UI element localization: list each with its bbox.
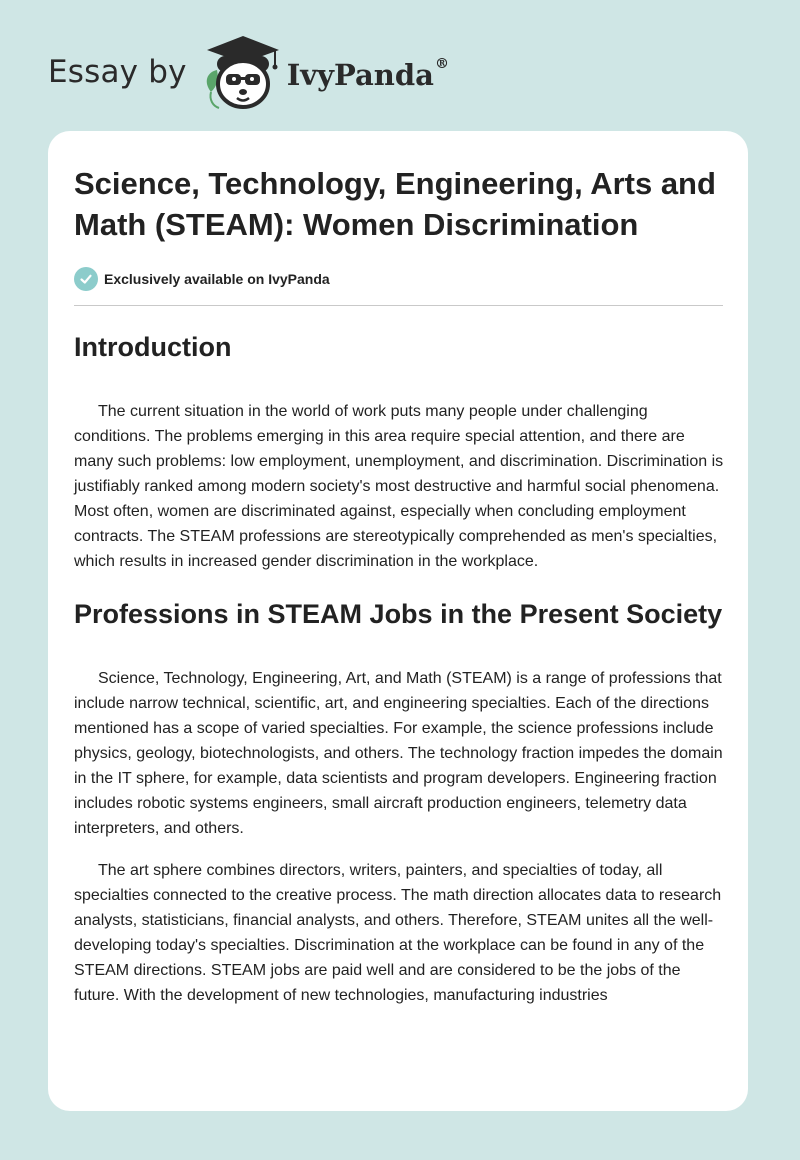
panda-logo-icon[interactable] (199, 30, 285, 114)
brand-prefix: Essay by (48, 54, 187, 90)
article-title: Science, Technology, Engineering, Arts and Math (STEAM): Women Discrimination (74, 166, 716, 242)
exclusive-badge (74, 267, 724, 291)
title-divider (74, 305, 723, 306)
paragraph: Science, Technology, Engineering, Art, and Math (STEAM) is a range of professions that include narrow technical, scientific, art, and engineering specialties. Each of the directions mentioned has a scope of varied specialties. For example, the science professions include physics, geology, biotechnologists, and others. The technology fraction impedes the domain in the IT sphere, for example, data scientists and program developers. Engineering fraction includes robotic systems engineers, small aircraft production engineers, telemetry data interpreters, and others. (74, 670, 723, 837)
brand-name[interactable]: IvyPanda® (286, 56, 449, 92)
section-heading: Introduction (74, 332, 232, 362)
site-header (48, 30, 449, 114)
article-content (74, 163, 724, 1008)
check-circle-icon (74, 267, 98, 291)
paragraph: The art sphere combines directors, writers, painters, and specialties of today, all specialties connected to the creative process. The math direction allocates data to research analysts, statisticians, financial analysts, and others. Therefore, STEAM unites all the well-developing today's specialties. Discrimination at the workplace can be found in any of the STEAM directions. STEAM jobs are paid well and are considered to be the jobs of the future. With the development of new technologies, manufacturing industries (74, 862, 722, 1004)
exclusive-badge-label: Exclusively available on IvyPanda (104, 271, 330, 287)
paragraph: The current situation in the world of work puts many people under challenging conditions. The problems emerging in this area require special attention, and there are many such problems: low employment, unemployment, and discrimination. Discrimination is justifiably ranked among modern society's most destructive and harmful social phenomena. Most often, women are discriminated against, especially when concluding employment contracts. The STEAM professions are stereotypically comprehended as men's specialties, which results in increased gender discrimination in the workplace. (74, 403, 724, 570)
article-card (48, 131, 748, 1111)
section-heading: Professions in STEAM Jobs in the Present Society (74, 599, 723, 629)
